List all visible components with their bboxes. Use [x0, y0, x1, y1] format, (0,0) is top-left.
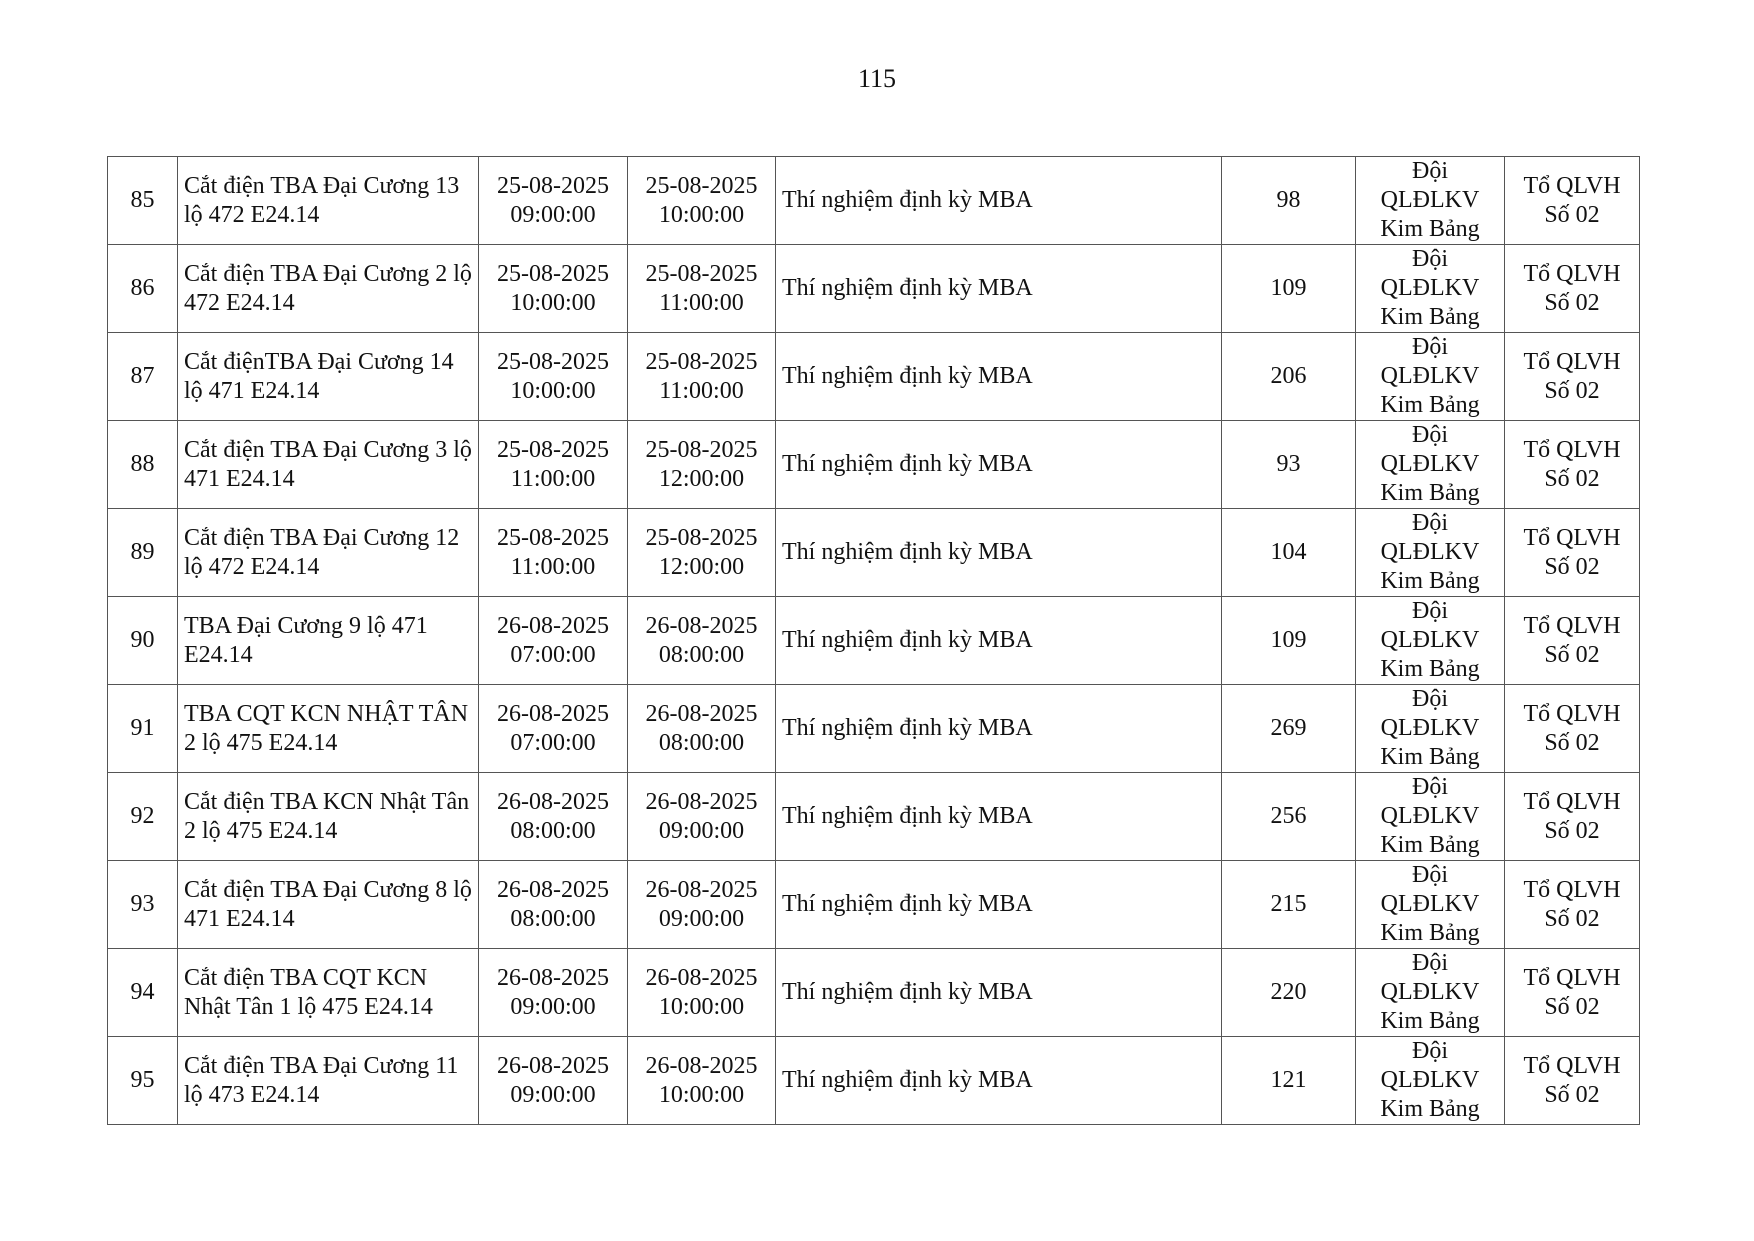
work-content-cell: Thí nghiệm định kỳ MBA [776, 949, 1222, 1037]
customer-count-cell: 206 [1222, 333, 1356, 421]
row-number-cell: 87 [108, 333, 178, 421]
operation-team-cell: Tổ QLVH Số 02 [1505, 245, 1640, 333]
management-unit-cell: Đội QLĐLKV Kim Bảng [1356, 333, 1505, 421]
management-unit-cell: Đội QLĐLKV Kim Bảng [1356, 597, 1505, 685]
substation-name-cell: Cắt điện TBA KCN Nhật Tân 2 lộ 475 E24.14 [178, 773, 479, 861]
management-unit-cell: Đội QLĐLKV Kim Bảng [1356, 245, 1505, 333]
start-time-cell: 25-08-2025 11:00:00 [479, 421, 628, 509]
row-number-cell: 91 [108, 685, 178, 773]
work-content-cell: Thí nghiệm định kỳ MBA [776, 685, 1222, 773]
operation-team-cell: Tổ QLVH Số 02 [1505, 157, 1640, 245]
substation-name-cell: Cắt điện TBA Đại Cương 13 lộ 472 E24.14 [178, 157, 479, 245]
customer-count-cell: 98 [1222, 157, 1356, 245]
work-content-cell: Thí nghiệm định kỳ MBA [776, 333, 1222, 421]
table-row [108, 861, 1640, 949]
table-body [108, 157, 1640, 1125]
customer-count-cell: 220 [1222, 949, 1356, 1037]
operation-team-cell: Tổ QLVH Số 02 [1505, 1037, 1640, 1125]
table-row [108, 685, 1640, 773]
table-row [108, 773, 1640, 861]
row-number-cell: 94 [108, 949, 178, 1037]
start-time-cell: 25-08-2025 11:00:00 [479, 509, 628, 597]
table-row [108, 1037, 1640, 1125]
work-content-cell: Thí nghiệm định kỳ MBA [776, 421, 1222, 509]
end-time-cell: 25-08-2025 12:00:00 [628, 509, 776, 597]
customer-count-cell: 93 [1222, 421, 1356, 509]
start-time-cell: 26-08-2025 08:00:00 [479, 773, 628, 861]
customer-count-cell: 104 [1222, 509, 1356, 597]
customer-count-cell: 215 [1222, 861, 1356, 949]
page-number: 115 [857, 64, 897, 93]
start-time-cell: 26-08-2025 08:00:00 [479, 861, 628, 949]
table-row [108, 949, 1640, 1037]
operation-team-cell: Tổ QLVH Số 02 [1505, 333, 1640, 421]
table-row [108, 509, 1640, 597]
end-time-cell: 26-08-2025 08:00:00 [628, 597, 776, 685]
substation-name-cell: Cắt điện TBA Đại Cương 12 lộ 472 E24.14 [178, 509, 479, 597]
row-number-cell: 95 [108, 1037, 178, 1125]
table-row [108, 421, 1640, 509]
work-content-cell: Thí nghiệm định kỳ MBA [776, 157, 1222, 245]
end-time-cell: 25-08-2025 11:00:00 [628, 245, 776, 333]
customer-count-cell: 269 [1222, 685, 1356, 773]
end-time-cell: 26-08-2025 08:00:00 [628, 685, 776, 773]
substation-name-cell: Cắt điện TBA CQT KCN Nhật Tân 1 lộ 475 E24.14 [178, 949, 479, 1037]
work-content-cell: Thí nghiệm định kỳ MBA [776, 773, 1222, 861]
substation-name-cell: TBA CQT KCN NHẬT TÂN 2 lộ 475 E24.14 [178, 685, 479, 773]
work-content-cell: Thí nghiệm định kỳ MBA [776, 861, 1222, 949]
management-unit-cell: Đội QLĐLKV Kim Bảng [1356, 685, 1505, 773]
substation-name-cell: Cắt điện TBA Đại Cương 3 lộ 471 E24.14 [178, 421, 479, 509]
start-time-cell: 26-08-2025 07:00:00 [479, 597, 628, 685]
end-time-cell: 26-08-2025 09:00:00 [628, 773, 776, 861]
work-content-cell: Thí nghiệm định kỳ MBA [776, 597, 1222, 685]
management-unit-cell: Đội QLĐLKV Kim Bảng [1356, 421, 1505, 509]
substation-name-cell: TBA Đại Cương 9 lộ 471 E24.14 [178, 597, 479, 685]
management-unit-cell: Đội QLĐLKV Kim Bảng [1356, 773, 1505, 861]
operation-team-cell: Tổ QLVH Số 02 [1505, 685, 1640, 773]
end-time-cell: 26-08-2025 10:00:00 [628, 1037, 776, 1125]
management-unit-cell: Đội QLĐLKV Kim Bảng [1356, 861, 1505, 949]
row-number-cell: 93 [108, 861, 178, 949]
end-time-cell: 26-08-2025 10:00:00 [628, 949, 776, 1037]
table-row [108, 597, 1640, 685]
substation-name-cell: Cắt điện TBA Đại Cương 8 lộ 471 E24.14 [178, 861, 479, 949]
operation-team-cell: Tổ QLVH Số 02 [1505, 597, 1640, 685]
work-content-cell: Thí nghiệm định kỳ MBA [776, 509, 1222, 597]
operation-team-cell: Tổ QLVH Số 02 [1505, 509, 1640, 597]
end-time-cell: 26-08-2025 09:00:00 [628, 861, 776, 949]
management-unit-cell: Đội QLĐLKV Kim Bảng [1356, 157, 1505, 245]
start-time-cell: 25-08-2025 09:00:00 [479, 157, 628, 245]
end-time-cell: 25-08-2025 11:00:00 [628, 333, 776, 421]
start-time-cell: 26-08-2025 09:00:00 [479, 949, 628, 1037]
substation-name-cell: Cắt điện TBA Đại Cương 11 lộ 473 E24.14 [178, 1037, 479, 1125]
customer-count-cell: 109 [1222, 597, 1356, 685]
row-number-cell: 85 [108, 157, 178, 245]
operation-team-cell: Tổ QLVH Số 02 [1505, 861, 1640, 949]
outage-schedule-table [107, 156, 1640, 1125]
substation-name-cell: Cắt điện TBA Đại Cương 2 lộ 472 E24.14 [178, 245, 479, 333]
start-time-cell: 25-08-2025 10:00:00 [479, 245, 628, 333]
start-time-cell: 26-08-2025 09:00:00 [479, 1037, 628, 1125]
start-time-cell: 25-08-2025 10:00:00 [479, 333, 628, 421]
customer-count-cell: 121 [1222, 1037, 1356, 1125]
customer-count-cell: 109 [1222, 245, 1356, 333]
management-unit-cell: Đội QLĐLKV Kim Bảng [1356, 509, 1505, 597]
start-time-cell: 26-08-2025 07:00:00 [479, 685, 628, 773]
table-row [108, 157, 1640, 245]
operation-team-cell: Tổ QLVH Số 02 [1505, 949, 1640, 1037]
end-time-cell: 25-08-2025 10:00:00 [628, 157, 776, 245]
customer-count-cell: 256 [1222, 773, 1356, 861]
end-time-cell: 25-08-2025 12:00:00 [628, 421, 776, 509]
operation-team-cell: Tổ QLVH Số 02 [1505, 773, 1640, 861]
table-row [108, 245, 1640, 333]
table-row [108, 333, 1640, 421]
row-number-cell: 89 [108, 509, 178, 597]
row-number-cell: 86 [108, 245, 178, 333]
work-content-cell: Thí nghiệm định kỳ MBA [776, 1037, 1222, 1125]
row-number-cell: 92 [108, 773, 178, 861]
row-number-cell: 88 [108, 421, 178, 509]
management-unit-cell: Đội QLĐLKV Kim Bảng [1356, 1037, 1505, 1125]
work-content-cell: Thí nghiệm định kỳ MBA [776, 245, 1222, 333]
operation-team-cell: Tổ QLVH Số 02 [1505, 421, 1640, 509]
management-unit-cell: Đội QLĐLKV Kim Bảng [1356, 949, 1505, 1037]
substation-name-cell: Cắt điệnTBA Đại Cương 14 lộ 471 E24.14 [178, 333, 479, 421]
row-number-cell: 90 [108, 597, 178, 685]
